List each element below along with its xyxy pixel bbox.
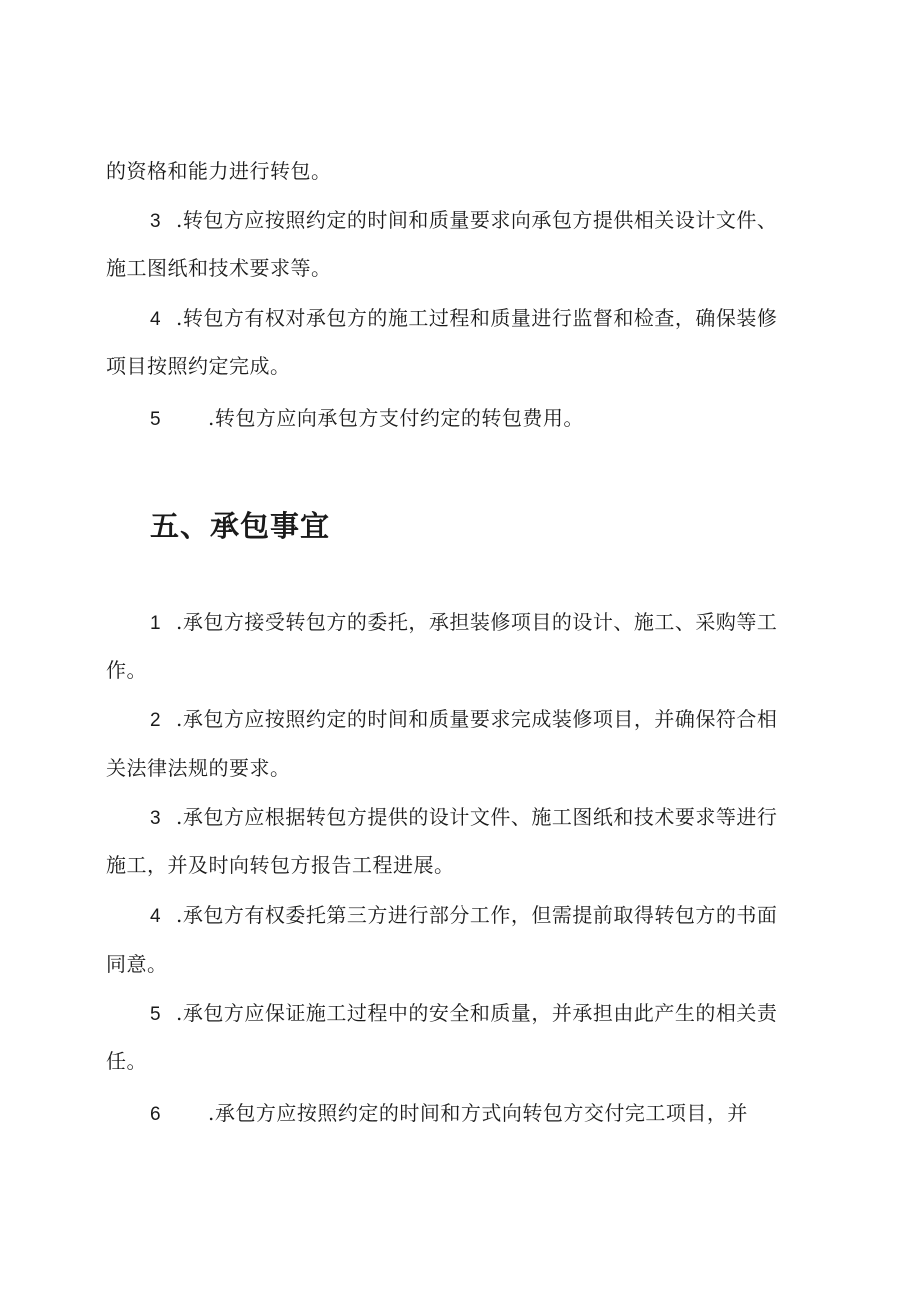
section-heading: 五、承包事宜 [150,509,331,543]
list-item [150,306,860,332]
list-item-number: 4 [150,309,162,330]
list-item [150,1101,860,1127]
list-item-continuation: 同意。 [106,952,168,976]
list-item-continuation: 项目按照约定完成。 [106,354,291,378]
list-item-number: 3 [150,211,162,232]
list-item-text: .转包方应向承包方支付约定的转包费用。 [208,406,584,430]
list-item-number: 6 [150,1104,162,1125]
list-item-number: 4 [150,906,162,927]
list-item-continuation: 作。 [106,658,147,682]
list-item-text: .转包方应按照约定的时间和质量要求向承包方提供相关设计文件、 [176,208,778,232]
list-item-continuation: 关法律法规的要求。 [106,756,291,780]
list-item-text: .承包方应按照约定的时间和质量要求完成装修项目，并确保符合相 [176,707,778,731]
list-item-text: .转包方有权对承包方的施工过程和质量进行监督和检查，确保装修 [176,306,778,330]
list-item-continuation: 施工，并及时向转包方报告工程进展。 [106,853,455,877]
list-item-text: .承包方应按照约定的时间和方式向转包方交付完工项目，并 [208,1101,748,1125]
list-item [150,610,860,636]
list-item [150,208,860,234]
list-item-text: .承包方有权委托第三方进行部分工作，但需提前取得转包方的书面 [176,903,778,927]
list-item [150,805,860,831]
list-item-number: 2 [150,710,162,731]
list-item-continuation: 任。 [106,1049,147,1073]
list-item-number: 5 [150,409,162,430]
list-item-text: .承包方接受转包方的委托，承担装修项目的设计、施工、采购等工 [176,610,778,634]
list-item-number: 5 [150,1004,162,1025]
list-item [150,406,860,432]
list-item [150,707,860,733]
list-item-text: .承包方应保证施工过程中的安全和质量，并承担由此产生的相关责 [176,1001,778,1025]
list-item-number: 1 [150,613,162,634]
list-item-continuation: 施工图纸和技术要求等。 [106,256,332,280]
list-item [150,903,860,929]
list-item-text: .承包方应根据转包方提供的设计文件、施工图纸和技术要求等进行 [176,805,778,829]
list-item [150,1001,860,1027]
paragraph-continuation: 的资格和能力进行转包。 [106,159,332,183]
list-item-number: 3 [150,808,162,829]
